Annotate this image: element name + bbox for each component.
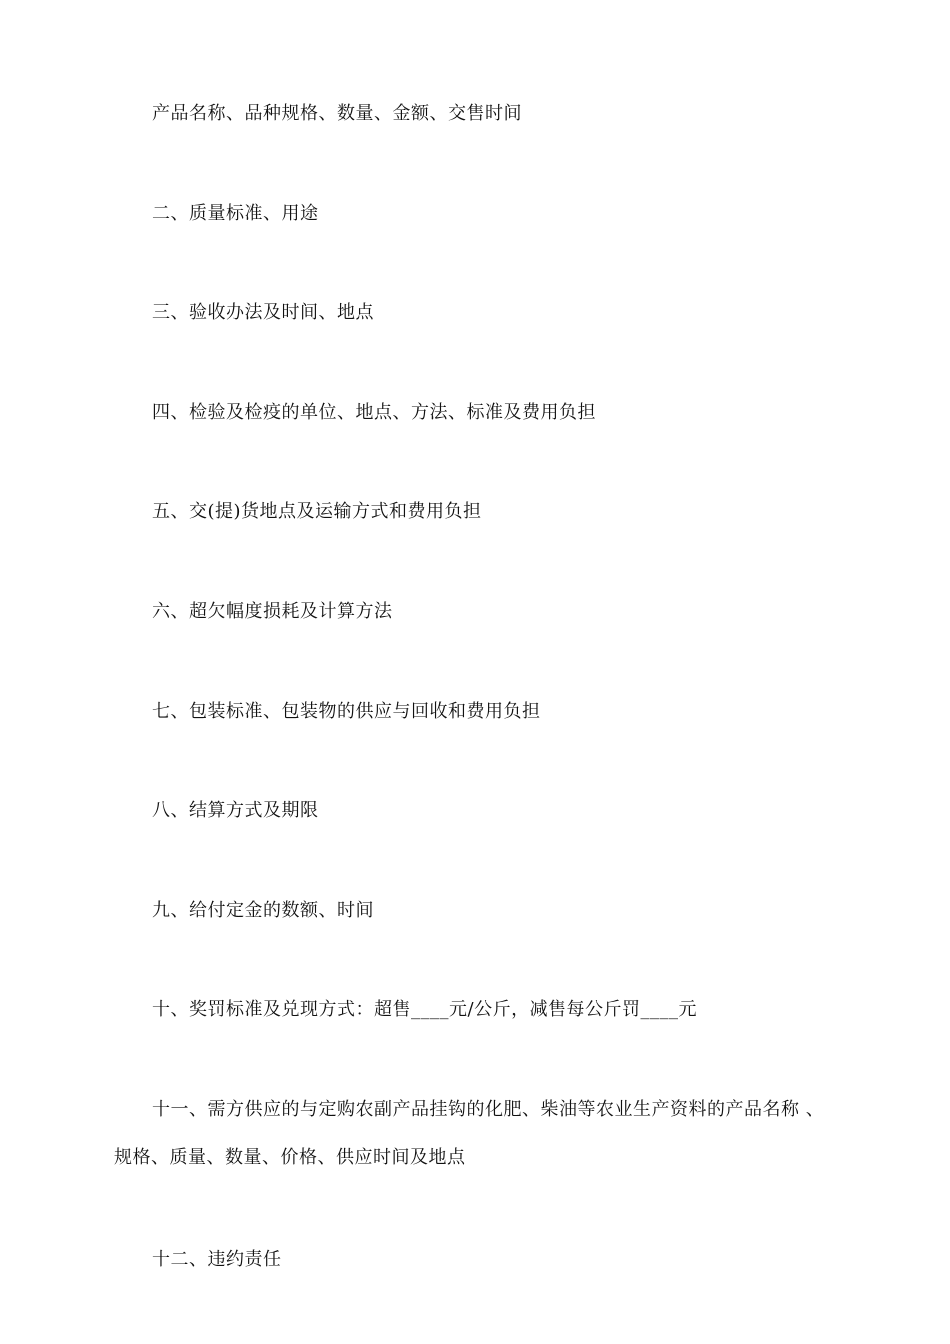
clause-product-info: 产品名称、品种规格、数量、金额、交售时间 [152,103,522,124]
clause-11-line-1: 十一、需方供应的与定购农副产品挂钩的化肥、柴油等农业生产资料的产品名称 、 [152,1099,825,1120]
clause-9-deposit: 九、给付定金的数额、时间 [152,900,374,921]
clause-2-quality: 二、质量标准、用途 [152,203,319,224]
clause-10-rewards: 十、奖罚标准及兑现方式：超售____元/公斤，减售每公斤罚____元 [152,999,698,1020]
clause-4-inspection: 四、检验及检疫的单位、地点、方法、标准及费用负担 [152,402,596,423]
clause-8-settlement: 八、结算方式及期限 [152,800,319,821]
clause-5-delivery: 五、交(提)货地点及运输方式和费用负担 [152,501,482,522]
clause-11-line-2: 规格、质量、数量、价格、供应时间及地点 [114,1147,466,1168]
clause-7-packaging: 七、包装标准、包装物的供应与回收和费用负担 [152,701,541,722]
clause-12-liability: 十二、违约责任 [152,1249,282,1270]
clause-11-supplies [114,1086,874,1182]
clause-3-acceptance: 三、验收办法及时间、地点 [152,302,374,323]
clause-6-loss: 六、超欠幅度损耗及计算方法 [152,601,393,622]
